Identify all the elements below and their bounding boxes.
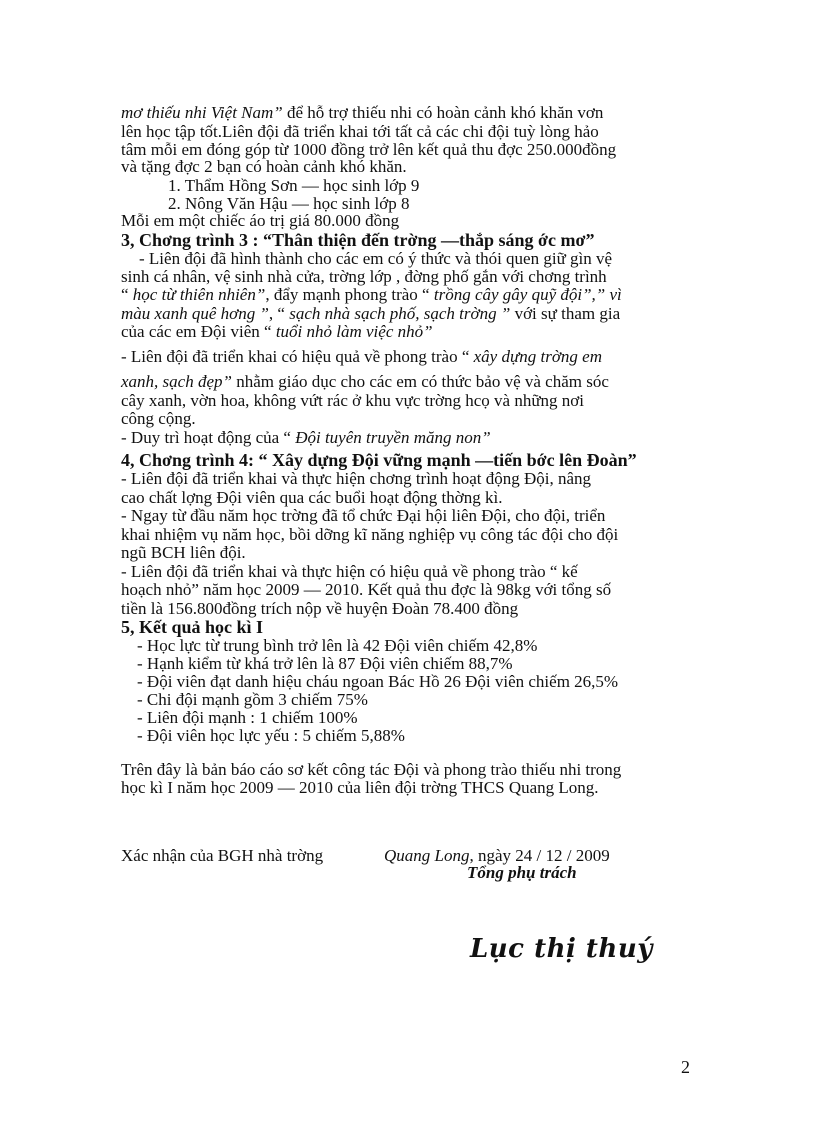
italic-phrase: Đội tuyên truyền măng non” (295, 428, 491, 447)
text-span: của các em Đội viên “ (121, 322, 276, 341)
para1-line4: và tặng đợc 2 bạn có hoàn cảnh khó khăn. (121, 157, 407, 176)
italic-phrase: sạch nhà sạch phố, sạch trờng ” (289, 304, 511, 323)
closing-line1: Trên đây là bản báo cáo sơ kết công tác Đội và phong trào thiếu nhi trong (121, 760, 622, 779)
result-item: - Hạnh kiểm từ khá trở lên là 87 Đội viên chiếm 88,7% (137, 654, 513, 673)
sec3-line (121, 373, 609, 391)
italic-phrase: mơ thiếu nhi Việt Nam” (121, 103, 283, 122)
gift-line: Mỗi em một chiếc áo trị giá 80.000 đồng (121, 211, 400, 230)
place-name: Quang Long (384, 846, 470, 865)
italic-phrase: xây dựng trờng em (473, 347, 602, 366)
sec3-line: công cộng. (121, 409, 196, 428)
sec4-line: hoạch nhỏ” năm học 2009 — 2010. Kết quả thu đợc là 98kg với tổng số (121, 580, 612, 599)
sec3-line: - Liên đội đã hình thành cho các em có ý thức và thói quen giữ gìn vệ (139, 249, 613, 268)
text-span: nhằm giáo dục cho các em có thức bảo vệ và chăm sóc (231, 372, 609, 391)
text-span: , đẩy mạnh phong trào “ (265, 285, 434, 304)
italic-phrase: trồng cây gây quỹ đội”,” vì (433, 285, 622, 304)
sec4-line: - Liên đội đã triển khai và thực hiện có hiệu quả về phong trào “ kế (121, 562, 578, 581)
text-span: “ (121, 285, 133, 304)
text-span: - Duy trì hoạt động của “ (121, 428, 296, 447)
italic-phrase: học từ thiên nhiên” (132, 285, 266, 304)
italic-phrase: màu xanh quê hơng ” (121, 304, 269, 323)
confirmation-label: Xác nhận của BGH nhà trờng (121, 846, 324, 865)
signer-role: Tổng phụ trách (467, 863, 577, 882)
result-item: - Chi đội mạnh gồm 3 chiếm 75% (137, 690, 368, 709)
sec3-line (121, 348, 602, 366)
para1-line1 (121, 104, 603, 122)
closing-line2: học kì I năm học 2009 — 2010 của liên đội trờng THCS Quang Long. (121, 778, 599, 797)
page-number: 2 (681, 1057, 690, 1077)
sec3-line (121, 429, 491, 447)
italic-phrase: xanh, sạch đẹp” (121, 372, 232, 391)
text-span: - Liên đội đã triển khai có hiệu quả về phong trào “ (121, 347, 474, 366)
list-item: 2. Nông Văn Hậu — học sinh lớp 8 (168, 194, 410, 213)
sec4-line: - Ngay từ đầu năm học trờng đã tổ chức Đại hội liên Đội, cho đội, triển (121, 506, 606, 525)
section-4-heading: 4, Chơng trình 4: “ Xây dựng Đội vững mạnh —tiến bớc lên Đoàn” (121, 450, 637, 470)
date-text: , ngày 24 / 12 / 2009 (469, 846, 610, 865)
sec3-line: sinh cá nhân, vệ sinh nhà cửa, trờng lớp , đờng phố gắn với chơng trình (121, 267, 607, 286)
sec4-line: khai nhiệm vụ năm học, bồi dỡng kĩ năng nghiệp vụ công tác đội cho đội (121, 525, 619, 544)
result-item: - Đội viên học lực yếu : 5 chiếm 5,88% (137, 726, 405, 745)
sec3-line (121, 286, 622, 304)
handwritten-signature: Lục thị thuý (470, 934, 653, 964)
text-span: với sự tham gia (510, 304, 621, 323)
text-span: để hỗ trợ thiếu nhi có hoàn cảnh khó khăn vơn (282, 103, 604, 122)
sec4-line: ngũ BCH liên đội. (121, 543, 246, 562)
text-span: , “ (268, 304, 290, 323)
sec3-line (121, 323, 433, 341)
sec3-line (121, 305, 620, 323)
sec3-line: cây xanh, vờn hoa, không vứt rác ở khu vực trờng hcọ và những nơi (121, 391, 585, 410)
result-item: - Học lực từ trung bình trở lên là 42 Đội viên chiếm 42,8% (137, 636, 538, 655)
result-item: - Liên đội mạnh : 1 chiếm 100% (137, 708, 358, 727)
sec4-line: - Liên đội đã triển khai và thực hiện chơng trình hoạt động Đội, nâng (121, 469, 592, 488)
para1-line3: tâm mỗi em đóng góp từ 1000 đồng trở lên kết quả thu đợc 250.000đồng (121, 140, 617, 159)
section-3-heading: 3, Chơng trình 3 : “Thân thiện đến trờng —thắp sáng ớc mơ” (121, 230, 595, 250)
para1-line2: lên học tập tốt.Liên đội đã triển khai tới tất cả các chi đội tuỳ lòng hảo (121, 122, 599, 141)
sec4-line: tiền là 156.800đồng trích nộp về huyện Đoàn 78.400 đồng (121, 599, 519, 618)
list-item: 1. Thẩm Hồng Sơn — học sinh lớp 9 (168, 176, 420, 195)
italic-phrase: tuổi nhỏ làm việc nhỏ” (275, 322, 433, 341)
section-5-heading: 5, Kết quả học kì I (121, 617, 264, 637)
result-item: - Đội viên đạt danh hiệu cháu ngoan Bác Hồ 26 Đội viên chiếm 26,5% (137, 672, 619, 691)
sec4-line: cao chất lợng Đội viên qua các buổi hoạt động thờng kì. (121, 488, 503, 507)
